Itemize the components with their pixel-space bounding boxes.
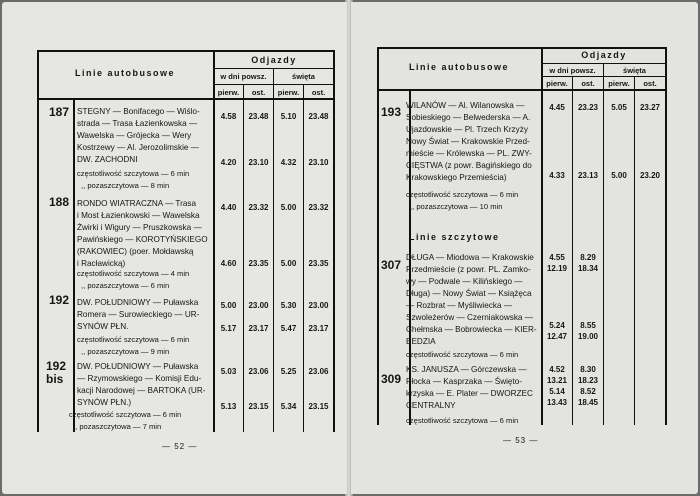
first-header: pierw. [546,79,568,88]
weekdays-header: w dni powsz. [549,66,596,75]
time-cell: 8.30 [580,365,596,374]
last-header: ost. [251,88,266,97]
time-cell: 23.10 [248,158,269,167]
time-cell: 18.45 [577,398,599,407]
time-cell: 4.52 [549,365,565,374]
time-cell: 23.17 [308,324,329,333]
route-description: DW. POŁUDNIOWY — Puławska Romera — Surowieckiego — UR- SYNÓW PŁN. [77,298,200,331]
time-cell: 23.17 [248,324,269,333]
time-cell: 4.33 [549,171,565,180]
time-cell: 5.25 [280,367,297,376]
time-cell: 5.13 [220,402,237,411]
route-number: 307 [381,258,402,272]
time-cell: 5.10 [280,112,297,121]
time-cell: 5.30 [280,301,297,310]
frequency-info: częstotliwość szczytowa — 6 min ,, pozaszczytowa — 10 min [406,190,519,211]
time-cell: 23.06 [248,367,269,376]
time-cell: 18.34 [577,264,599,273]
time-cell: 5.00 [280,203,297,212]
time-cell: 8.52 [580,387,596,396]
time-cell: 8.55 [580,321,596,330]
time-cell: 13.43 [546,398,568,407]
first-header: pierw. [608,79,630,88]
first-header: pierw. [277,88,300,97]
last-header: ost. [311,88,326,97]
route-description: STEGNY — Bonifacego — Wiślo- strada — Trasa Łazienkowska — Wawelska — Grójecka — Wery Kostrzewy — Al. Jerozolimskie — DW. ZACHODNI [77,107,200,164]
route-description: DW. POŁUDNIOWY — Puławska — Rzymowskiego — Komisji Edu- kacji Narodowej — BARTOKA (UR- SYNÓW PŁN.) [77,362,206,407]
frequency-info: częstotliwość szczytowa — 6 min [406,416,519,425]
departures-header: Odjazdy [581,50,627,60]
page-number: — 53 — [503,436,539,445]
time-cell: 23.20 [639,171,661,180]
time-cell: 5.00 [280,259,297,268]
time-cell: 23.35 [308,259,329,268]
time-cell: 4.40 [220,203,237,212]
route-number: 192 bis [46,359,67,386]
last-header: ost. [643,79,657,88]
time-cell: 5.34 [280,402,297,411]
time-cell: 4.58 [220,112,237,121]
time-cell: 23.10 [308,158,329,167]
time-cell: 18.23 [577,376,599,385]
frequency-info: częstotliwość szczytowa — 4 min ,, pozaszczytowa — 6 min [77,269,190,290]
holidays-header: święta [292,72,315,81]
page-number: — 52 — [162,442,198,451]
time-cell: 23.15 [308,402,329,411]
time-cell: 23.27 [639,103,661,112]
time-cell: 23.06 [308,367,329,376]
time-cell: 4.55 [549,253,565,262]
time-cell: 23.00 [248,301,269,310]
time-cell: 5.00 [220,301,237,310]
time-cell: 5.05 [611,103,627,112]
departures-header: Odjazdy [251,55,297,65]
route-number: 309 [381,372,402,386]
time-cell: 12.47 [546,332,568,341]
frequency-info: częstotliwość szczytowa — 6 min ,, pozaszczytowa — 8 min [77,169,190,190]
time-cell: 23.48 [248,112,269,121]
section-title: Linie szczytowe [409,232,500,242]
route-description: WILANÓW — Al. Wilanowska — Sobieskiego — Belwederska — A. Ujazdowskie — Pl. Trzech Krzyży Nowy Świat — Krakowskie Przed- mieście — Królewska — PL. ZWY- CIĘSTWA (z powr. Bagińskiego do Krakowskiego Przemieścia) [406,101,532,182]
frequency-info: częstotliwość szczytowa — 6 min [406,350,519,359]
time-cell: 23.23 [577,103,599,112]
time-cell: 23.32 [308,203,329,212]
time-cell: 5.17 [220,324,237,333]
time-cell: 5.47 [280,324,297,333]
time-cell: 23.13 [577,171,599,180]
time-cell: 23.32 [248,203,269,212]
time-cell: 23.00 [308,301,329,310]
first-header: pierw. [217,88,240,97]
time-cell: 23.35 [248,259,269,268]
route-description: RONDO WIATRACZNA — Trasa i Most Łazienkowski — Wawelska Żwirki i Wigury — Pruszkowska — Pawińskiego — KOROTYŃSKIEGO (RAKOWIEC) (poer. Mołdawską i Racławicką) [77,199,208,268]
time-cell: 5.24 [549,321,565,330]
route-number: 187 [49,105,70,119]
route-description: KS. JANUSZA — Górczewska — Płocka — Kasprzaka — Święto- krzyska — E. Plater — DWORZEC CENTRALNY [406,365,533,410]
time-cell: 4.32 [280,158,297,167]
route-number: 192 [49,293,70,307]
holidays-header: święta [623,66,646,75]
time-cell: 13.21 [546,376,568,385]
time-cell: 23.15 [248,402,269,411]
weekdays-header: w dni powsz. [220,72,267,81]
time-cell: 5.00 [611,171,627,180]
time-cell: 23.48 [308,112,329,121]
time-cell: 12.19 [546,264,568,273]
frequency-info: częstotliwość szczytowa — 6 min ,, pozaszczytowa — 7 min [69,410,182,431]
left-page [2,2,347,494]
lines-header: Linie autobusowe [74,68,175,78]
time-cell: 19.00 [577,332,599,341]
route-description: DŁUGA — Miodowa — Krakowskie Przedmieście (z powr. PL. Zamko- wy — Podwale — Kilińskiego — Długa) — Nowy Świat — Książęca — Rozbrat — Myśliwiecka — Szwoleżerów — Czerniakowska — Chełmska — Bobrowiecka — KIER- BEDZIA [406,253,537,346]
route-number: 188 [49,195,70,209]
lines-header: Linie autobusowe [408,62,509,72]
time-cell: 8.29 [580,253,596,262]
time-cell: 5.03 [220,367,237,376]
time-cell: 4.45 [549,103,565,112]
last-header: ost. [581,79,595,88]
time-cell: 4.20 [220,158,237,167]
time-cell: 4.60 [220,259,237,268]
right-page [351,2,698,494]
time-cell: 5.14 [549,387,565,396]
frequency-info: częstotliwość szczytowa — 6 min ,, pozaszczytowa — 9 min [77,335,190,356]
route-number: 193 [381,105,402,119]
